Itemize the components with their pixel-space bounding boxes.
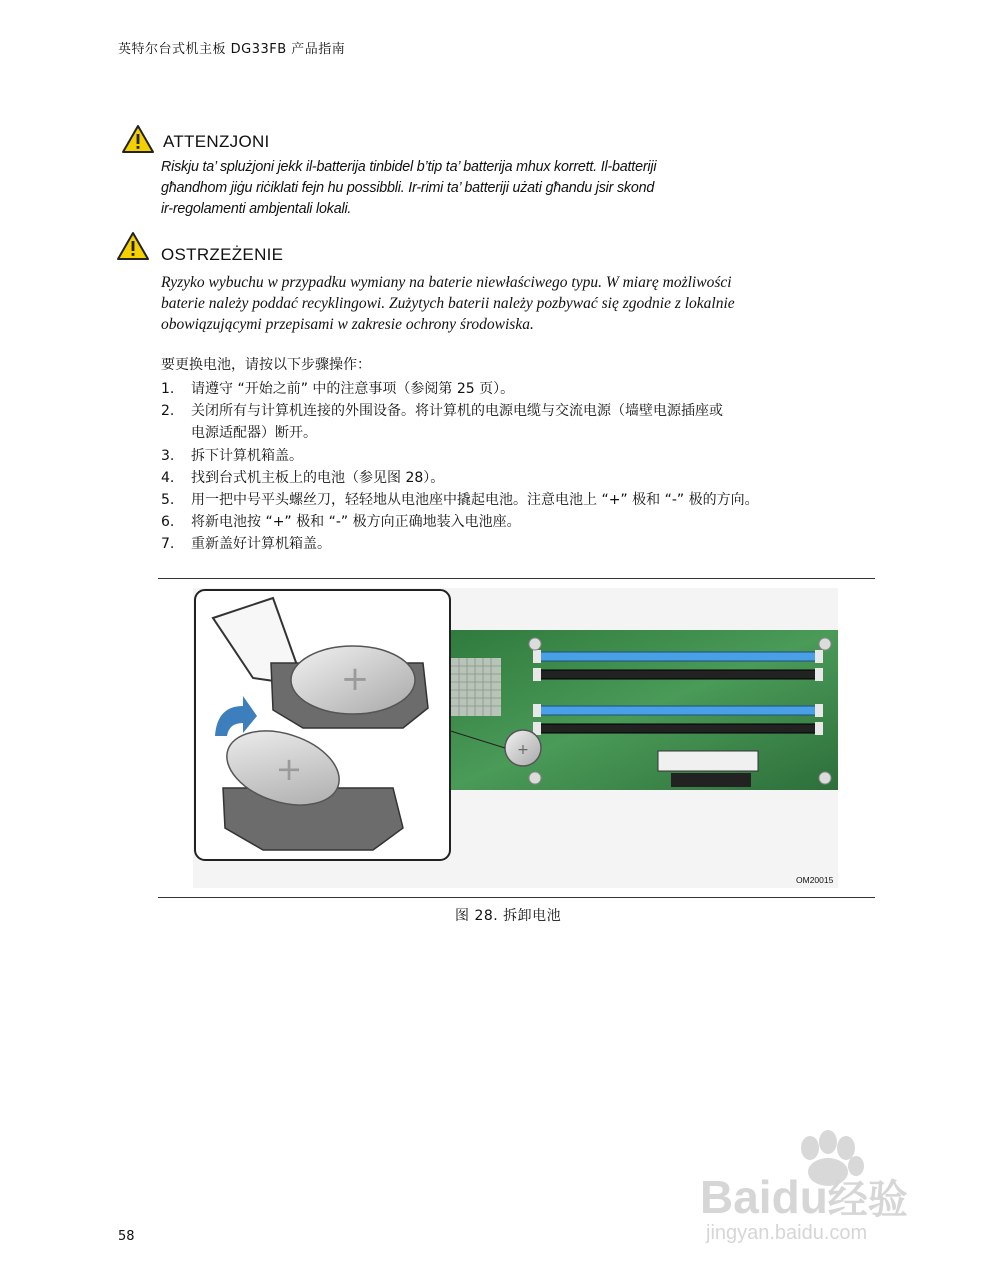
watermark-brand-du: du (771, 1171, 828, 1223)
svg-text:+: + (340, 659, 370, 699)
procedure-steps (161, 378, 861, 556)
step-number: 1. (161, 381, 175, 397)
warning-title-polish: OSTRZEŻENIE (161, 245, 284, 264)
step-number: 3. (161, 447, 175, 464)
list-item (161, 467, 861, 489)
step-number: 7. (161, 536, 175, 553)
ide-connector (671, 773, 751, 787)
warning-title-maltese: ATTENZJONI (163, 132, 270, 151)
step-text: 用一把中号平头螺丝刀，轻轻地从电池座中撬起电池。注意电池上 “+” 极和 “-” 极的方向。 (191, 492, 759, 509)
warning-text-maltese (161, 157, 781, 220)
step-text: 拆下计算机箱盖。 (191, 447, 303, 464)
step-number: 6. (161, 514, 175, 531)
warning-line: ir-regolamenti ambjentali lokali. (161, 201, 352, 217)
battery-removal-illustration (193, 588, 838, 888)
warning-icon (121, 124, 155, 154)
watermark-brand-jingyan: 经验 (827, 1178, 908, 1222)
warning-line: obowiązującymi przepisami w zakresie ochrony środowiska. (161, 316, 534, 333)
step-text: 将新电池按 “+” 极和 “-” 极方向正确地装入电池座。 (191, 514, 521, 531)
step-text: 请遵守 “开始之前” 中的注意事项（参阅第 25 页）。 (191, 381, 515, 397)
step-number: 5. (161, 492, 175, 509)
figure-bottom-rule (158, 897, 875, 898)
step-number: 4. (161, 469, 175, 486)
list-item (161, 400, 861, 444)
figure-top-rule (158, 578, 875, 579)
baidu-watermark (700, 1130, 940, 1250)
figure-caption: 图 28. 拆卸电池 (455, 908, 562, 924)
running-header: 英特尔台式机主板 DG33FB 产品指南 (118, 42, 346, 57)
page-number: 58 (118, 1229, 135, 1244)
warning-icon (116, 231, 150, 261)
warning-line: baterie należy poddać recyklingowi. Zużytych baterii należy pozbywać się zgodnie z lokalnie (161, 295, 735, 312)
warning-line: għandhom jiġu riċiklati fejn hu possibbli. Ir-rimi ta’ batteriji użati għandu jsir skond (161, 180, 655, 196)
warning-line: Ryzyko wybuchu w przypadku wymiany na baterie niewłaściwego typu. W miarę możliwości (161, 274, 732, 291)
step-text: 关闭所有与计算机连接的外围设备。将计算机的电源电缆与交流电源（墙壁电源插座或 (191, 403, 723, 420)
power-connector (658, 751, 758, 771)
step-text: 重新盖好计算机箱盖。 (191, 536, 331, 553)
list-item (161, 511, 861, 533)
step-text: 电源适配器）断开。 (191, 425, 317, 442)
heatsink (451, 658, 501, 716)
svg-text:+: + (275, 750, 303, 788)
watermark-url: jingyan.baidu.com (706, 1222, 868, 1244)
procedure-intro: 要更换电池，请按以下步骤操作： (161, 357, 371, 373)
list-item (161, 445, 861, 467)
figure-code: OM20015 (796, 875, 834, 885)
watermark-brand: Bai (700, 1171, 772, 1223)
list-item (161, 489, 861, 511)
list-item (161, 378, 861, 400)
step-number: 2. (161, 403, 175, 420)
warning-text-polish (161, 272, 861, 335)
step-text: 找到台式机主板上的电池（参见图 28）。 (191, 469, 445, 486)
list-item (161, 533, 861, 555)
warning-line: Riskju ta’ splużjoni jekk il-batterija tinbidel b’tip ta’ batterija mhux korrett. Il-batteriji (161, 159, 657, 175)
svg-text:+: + (517, 742, 529, 758)
